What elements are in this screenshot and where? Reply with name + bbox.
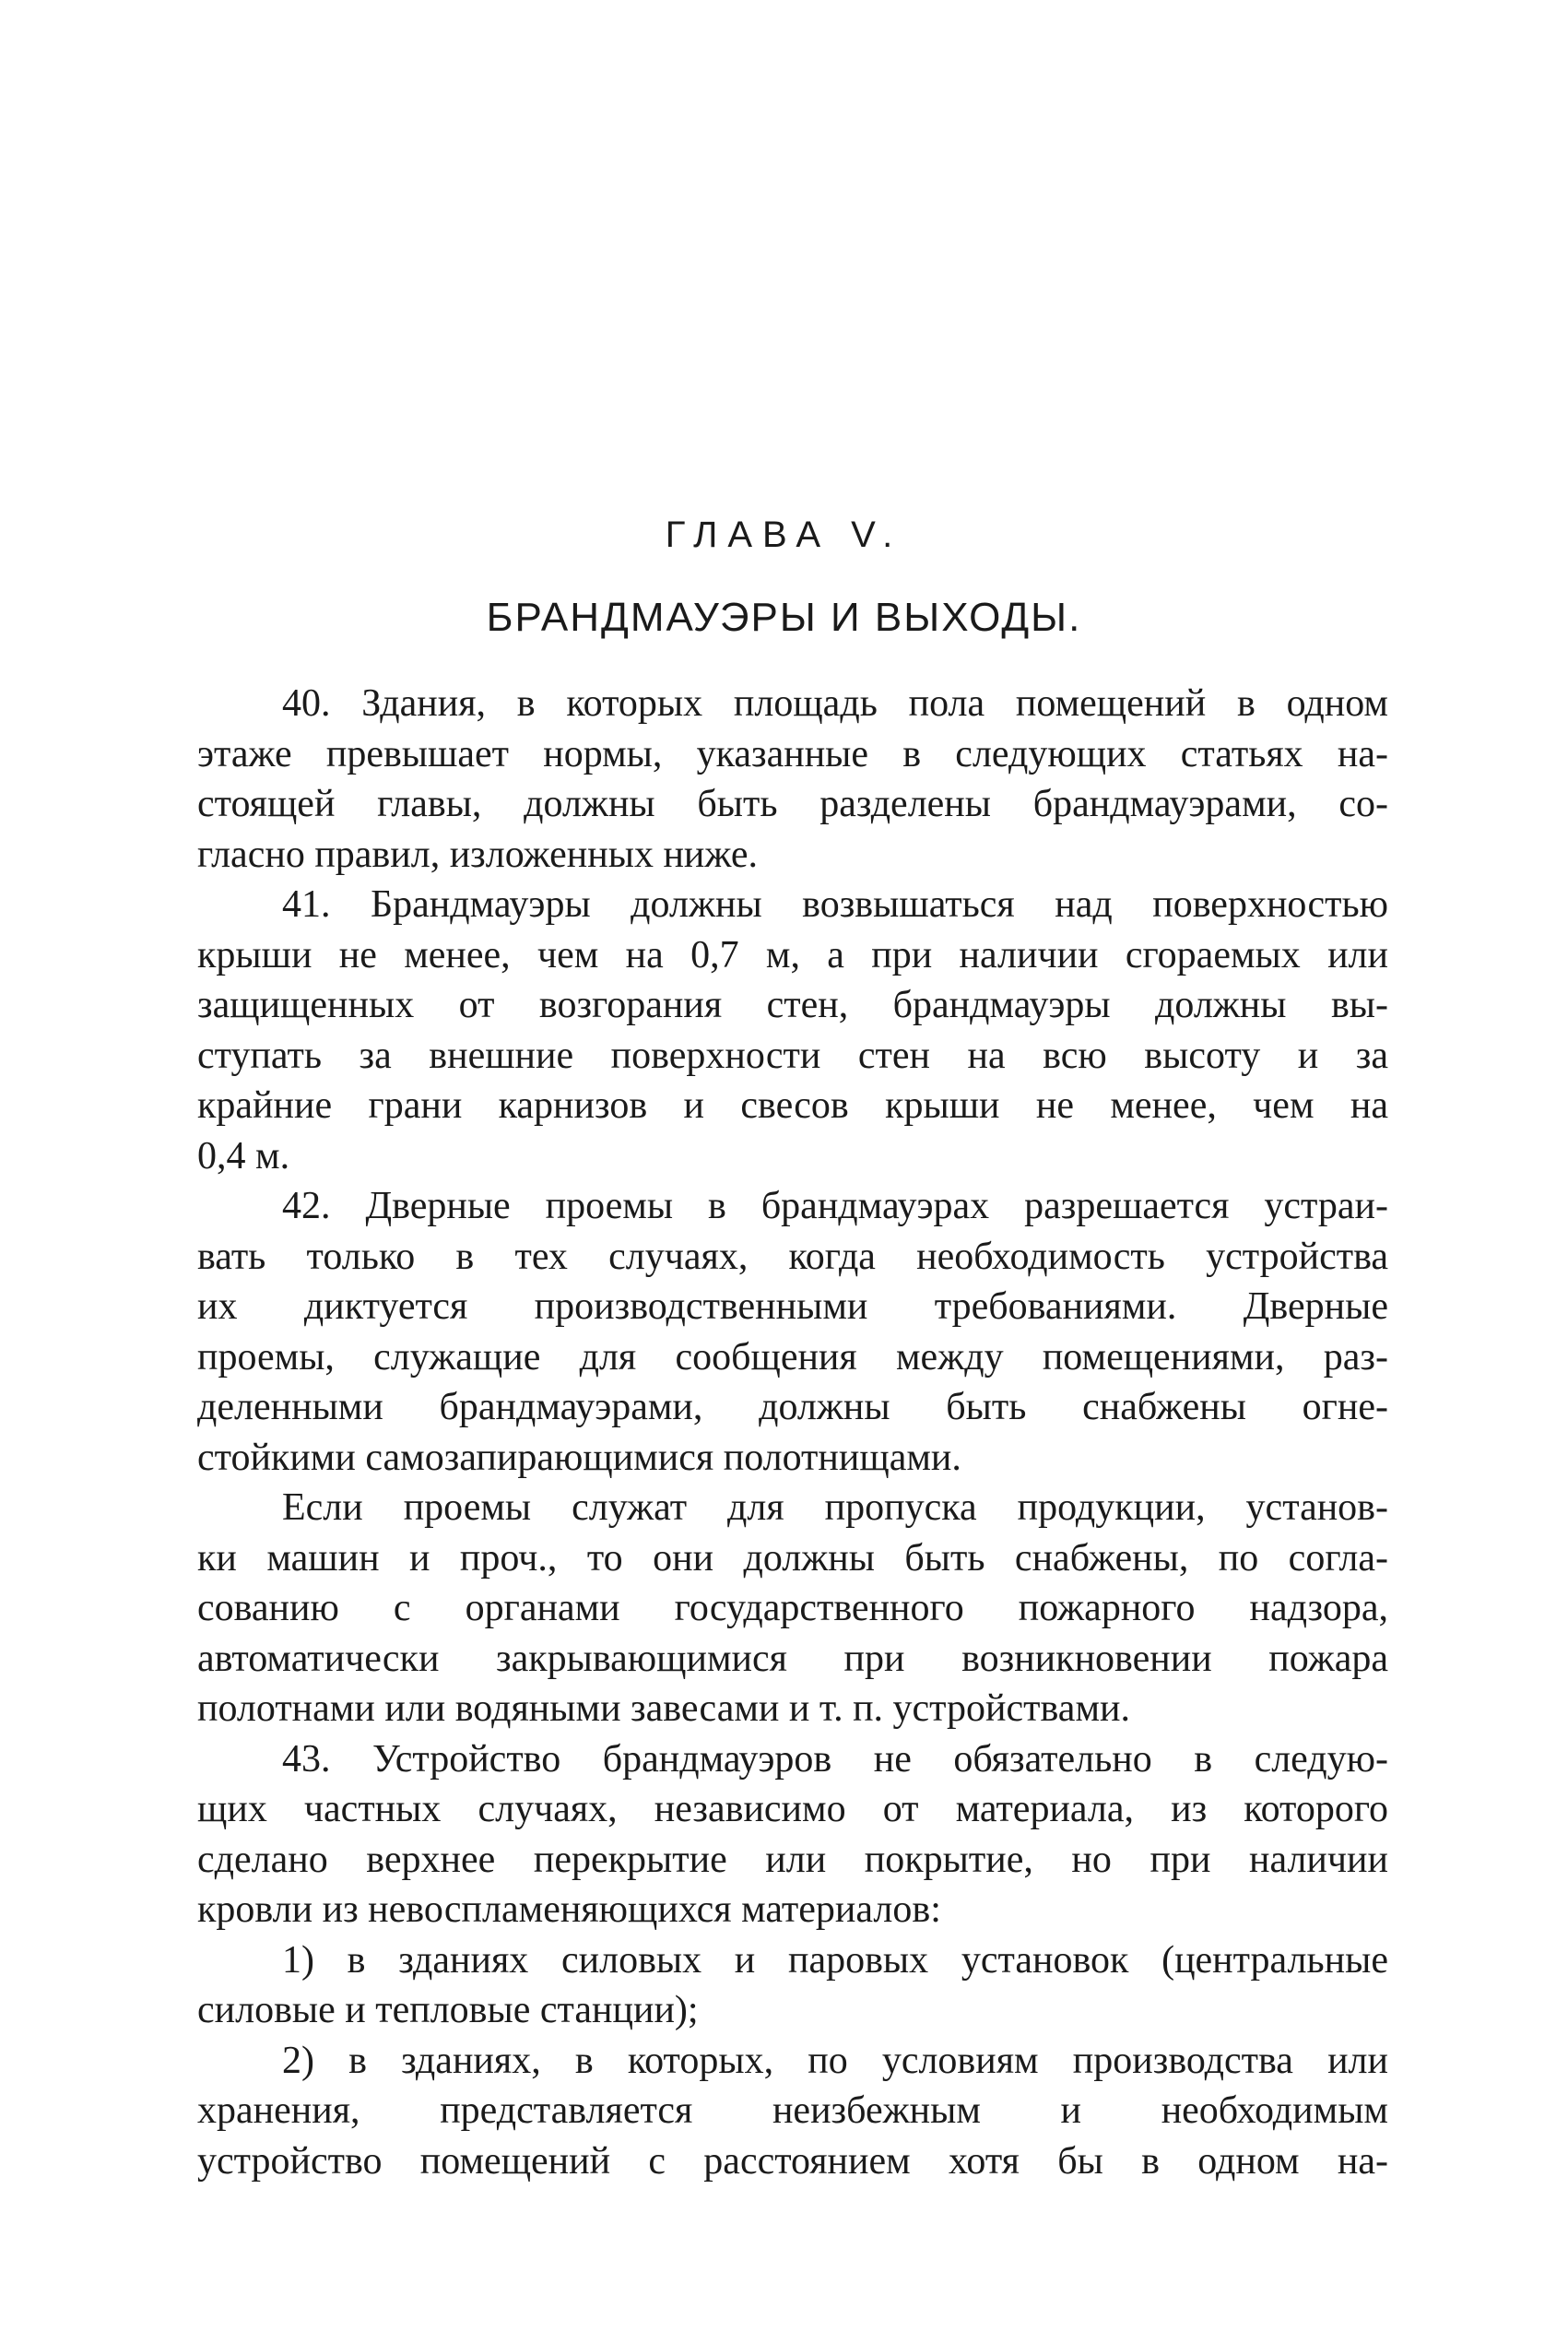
paragraph-42b-line: полотнами или водяными завесами и т. п. устройствами. bbox=[197, 1687, 1130, 1730]
paragraph-42-line: вать только в тех случаях, когда необходимость устройства bbox=[197, 1235, 1388, 1278]
paragraph-42-line: проемы, служащие для сообщения между помещениями, раз- bbox=[197, 1335, 1388, 1378]
paragraph-42-line: стойкими самозапирающимися полотнищами. bbox=[197, 1436, 961, 1479]
body-text bbox=[197, 679, 1388, 2186]
paragraph-43-line: щих частных случаях, независимо от материала, из которого bbox=[197, 1788, 1388, 1830]
paragraph-41-line: 41. Брандмауэры должны возвышаться над поверхностью bbox=[282, 883, 1388, 926]
chapter-heading: ГЛАВА V. bbox=[665, 515, 903, 555]
paragraph-42-line: их диктуется производственными требованиями. Дверные bbox=[197, 1285, 1388, 1328]
paragraph-43-line: сделано верхнее перекрытие или покрытие, но при наличии bbox=[197, 1838, 1388, 1881]
paragraph-42b-line: Если проемы служат для пропуска продукции, установ- bbox=[282, 1486, 1388, 1529]
paragraph-41-line: защищенных от возгорания стен, брандмауэры должны вы- bbox=[197, 984, 1388, 1026]
paragraph-40-line: 40. Здания, в которых площадь пола помещений в одном bbox=[282, 682, 1388, 725]
paragraph-41-line: крайние грани карнизов и свесов крыши не менее, чем на bbox=[197, 1084, 1388, 1127]
paragraph-42-line: 42. Дверные проемы в брандмауэрах разрешается устраи- bbox=[282, 1185, 1388, 1227]
paragraph-42b-line: автоматически закрывающимися при возникновении пожара bbox=[197, 1637, 1388, 1680]
paragraph-41-line: крыши не менее, чем на 0,7 м, а при наличии сгораемых или bbox=[197, 933, 1388, 976]
list-item-1-line: 1) в зданиях силовых и паровых установок (центральные bbox=[282, 1938, 1388, 1982]
paragraph-41-line: 0,4 м. bbox=[197, 1134, 290, 1177]
list-item-2-line: устройство помещений с расстоянием хотя бы в одном на- bbox=[197, 2139, 1388, 2183]
paragraph-43-line: кровли из невоспламеняющихся материалов: bbox=[197, 1888, 941, 1931]
paragraph-41-line: ступать за внешние поверхности стен на всю высоту и за bbox=[197, 1034, 1388, 1077]
paragraph-42b-line: ки машин и проч., то они должны быть снабжены, по согла- bbox=[197, 1536, 1388, 1580]
paragraph-40-line: гласно правил, изложенных ниже. bbox=[197, 833, 759, 876]
paragraph-43-line: 43. Устройство брандмауэров не обязательно в следую- bbox=[282, 1737, 1388, 1781]
list-item-2-line: хранения, представляется неизбежным и необходимым bbox=[197, 2089, 1388, 2132]
paragraph-40-line: стоящей главы, должны быть разделены брандмауэрами, со- bbox=[197, 783, 1388, 825]
paragraph-42b-line: сованию с органами государственного пожарного надзора, bbox=[197, 1587, 1388, 1629]
section-title: БРАНДМАУЭРЫ И ВЫХОДЫ. bbox=[486, 595, 1082, 640]
paragraph-40-line: этаже превышает нормы, указанные в следующих статьях на- bbox=[197, 732, 1388, 775]
list-item-2-line: 2) в зданиях, в которых, по условиям производства или bbox=[282, 2039, 1388, 2082]
list-item-1-line: силовые и тепловые станции); bbox=[197, 1989, 699, 2031]
paragraph-42-line: деленными брандмауэрами, должны быть снабжены огне- bbox=[197, 1386, 1388, 1428]
